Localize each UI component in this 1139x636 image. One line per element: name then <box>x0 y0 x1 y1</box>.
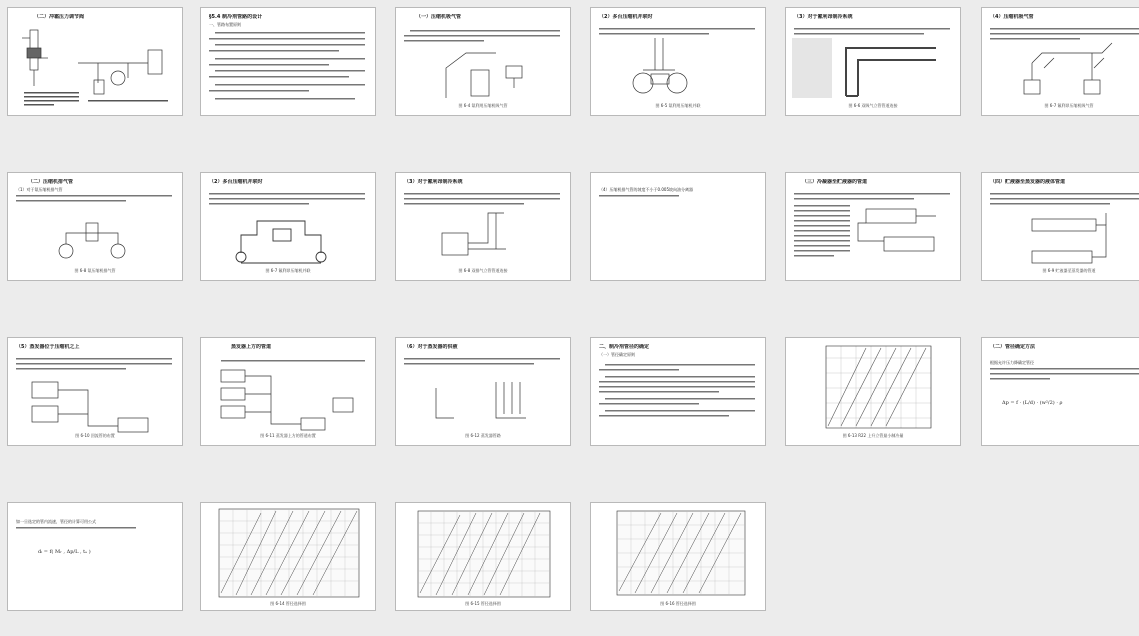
suction-diagram <box>982 8 1139 116</box>
svg-text:Δp = f · (L/d) · (w²/2) · ρ: Δp = f · (L/d) · (w²/2) · ρ <box>1002 400 1063 406</box>
slide-thumbnail-9[interactable] <box>395 172 571 281</box>
slide-heading: （3）对于氟利昂制冷系统 <box>794 14 853 20</box>
receiver-diagram <box>982 173 1139 281</box>
slide-thumbnail-22[interactable] <box>590 502 766 611</box>
slide-thumbnail-7[interactable] <box>7 172 183 281</box>
text-lines <box>591 173 766 281</box>
pipe-sizing-chart <box>591 503 766 611</box>
slide-thumbnail-4[interactable] <box>590 7 766 116</box>
figure-caption: 图 6-7 氟利昂压缩机并联 <box>265 268 311 273</box>
slide-heading: （5）蒸发器位于压缩机之上 <box>16 344 80 350</box>
slide-heading: （二）冲霜压力调节阀 <box>34 14 85 20</box>
slide-subheading: 根据允许压力降确定管径 <box>990 360 1034 365</box>
slide-thumbnail-21[interactable] <box>395 502 571 611</box>
pipe-sizing-chart <box>396 503 571 611</box>
slide-thumbnail-1[interactable] <box>7 7 183 116</box>
slide-thumbnail-17[interactable] <box>785 337 961 446</box>
compressor-diagram <box>591 8 766 116</box>
slide-subheading: （一）管径确定原则 <box>599 352 635 357</box>
slide-thumbnail-19[interactable] <box>7 502 183 611</box>
slide-heading: 蒸发器上方的管道 <box>231 344 272 350</box>
slide-thumbnail-14[interactable] <box>200 337 376 446</box>
slide-heading: （三）冷凝器至贮液器的管道 <box>802 179 868 185</box>
slide-heading: §5.4 制冷剂管路的设计 <box>209 14 263 20</box>
text-lines <box>201 8 376 116</box>
pipe-sizing-chart <box>201 503 376 611</box>
slide-thumbnail-20[interactable] <box>200 502 376 611</box>
figure-caption: 图 6-8 双排气立管管道连接 <box>458 268 508 273</box>
slide-thumbnail-12[interactable] <box>981 172 1139 281</box>
slide-thumbnail-16[interactable] <box>590 337 766 446</box>
return-diagram <box>8 338 183 446</box>
figure-caption: 图 6-16 管径选择图 <box>660 601 696 606</box>
slide-thumbnail-11[interactable] <box>785 172 961 281</box>
feed-diagram <box>396 338 571 446</box>
figure-caption: 图 6-10 回流管的布置 <box>75 433 115 438</box>
slide-thumbnail-3[interactable] <box>395 7 571 116</box>
slide-subheading: 一、管路布置原则 <box>209 22 241 27</box>
discharge-diagram <box>8 173 183 281</box>
figure-caption: 图 6-6 双吸气立管管道连接 <box>848 103 898 108</box>
riser-diagram <box>786 8 961 116</box>
slide-heading: （6）对于蒸发器的供液 <box>404 344 458 350</box>
slide-thumbnail-10[interactable] <box>590 172 766 281</box>
slide-thumbnail-5[interactable] <box>785 7 961 116</box>
slide-body: （4）压缩机排气管的坡度不小于0.005坡向油分离器 <box>599 187 693 192</box>
parallel-diagram <box>201 173 376 281</box>
slide-heading: （二）压缩机排气管 <box>28 179 74 185</box>
svg-text:dᵢ = f( Mᵣ , Δp/L , tₑ ): dᵢ = f( Mᵣ , Δp/L , tₑ ) <box>38 549 91 555</box>
formula-text <box>8 503 183 611</box>
figure-caption: 图 6-12 蒸发器管路 <box>465 433 501 438</box>
slide-heading: （2）多台压缩机并联时 <box>209 179 263 185</box>
formula-text <box>982 338 1139 446</box>
slide-thumbnail-15[interactable] <box>395 337 571 446</box>
slide-heading: （四）贮液器至蒸发器的液体管道 <box>990 179 1066 185</box>
condenser-diagram <box>786 173 961 281</box>
slide-heading: （二）管径确定方法 <box>990 344 1036 350</box>
figure-caption: 图 6-9 贮液器至蒸发器的管道 <box>1042 268 1096 273</box>
figure-caption: 图 6-4 氨利用压缩机吸气管 <box>458 103 508 108</box>
figure-caption: 图 6-15 管径选择图 <box>465 601 501 606</box>
figure-caption: 图 6-5 氨利用压缩机并联 <box>655 103 701 108</box>
nomogram-chart <box>786 338 961 446</box>
figure-caption: 图 6-11 蒸发器上方的管道布置 <box>260 433 316 438</box>
pipe-diagram <box>396 8 571 116</box>
slide-subheading: （1）对于氨压缩机排气管 <box>16 187 63 192</box>
figure-caption: 图 6-8 氨压缩机排气管 <box>74 268 116 273</box>
slide-heading: 二、制冷剂管径的确定 <box>599 344 650 350</box>
slide-heading: （3）对于氟利昂制冷系统 <box>404 179 463 185</box>
slide-heading: （2）多台压缩机并联时 <box>599 14 653 20</box>
evap-layout-diagram <box>201 338 376 446</box>
figure-caption: 图 6-13 R22 上升立管最小制冷量 <box>842 433 904 438</box>
figure-caption: 图 6-7 氟利昂压缩机吸气管 <box>1044 103 1094 108</box>
evaporator-diagram <box>396 173 571 281</box>
figure-caption: 图 6-14 管径选择图 <box>270 601 306 606</box>
slide-body: 如一旦选定的管内流速，管径的计算可用公式 <box>16 519 96 524</box>
slide-thumbnail-2[interactable] <box>200 7 376 116</box>
slide-thumbnail-18[interactable] <box>981 337 1139 446</box>
slide-heading: （4）压缩机吸气管 <box>990 14 1034 20</box>
text-lines <box>591 338 766 446</box>
slide-thumbnail-8[interactable] <box>200 172 376 281</box>
slide-heading: （一）压缩机吸气管 <box>416 14 462 20</box>
slide-thumbnail-6[interactable] <box>981 7 1139 116</box>
slide-thumbnail-13[interactable] <box>7 337 183 446</box>
valve-diagram <box>8 8 183 116</box>
